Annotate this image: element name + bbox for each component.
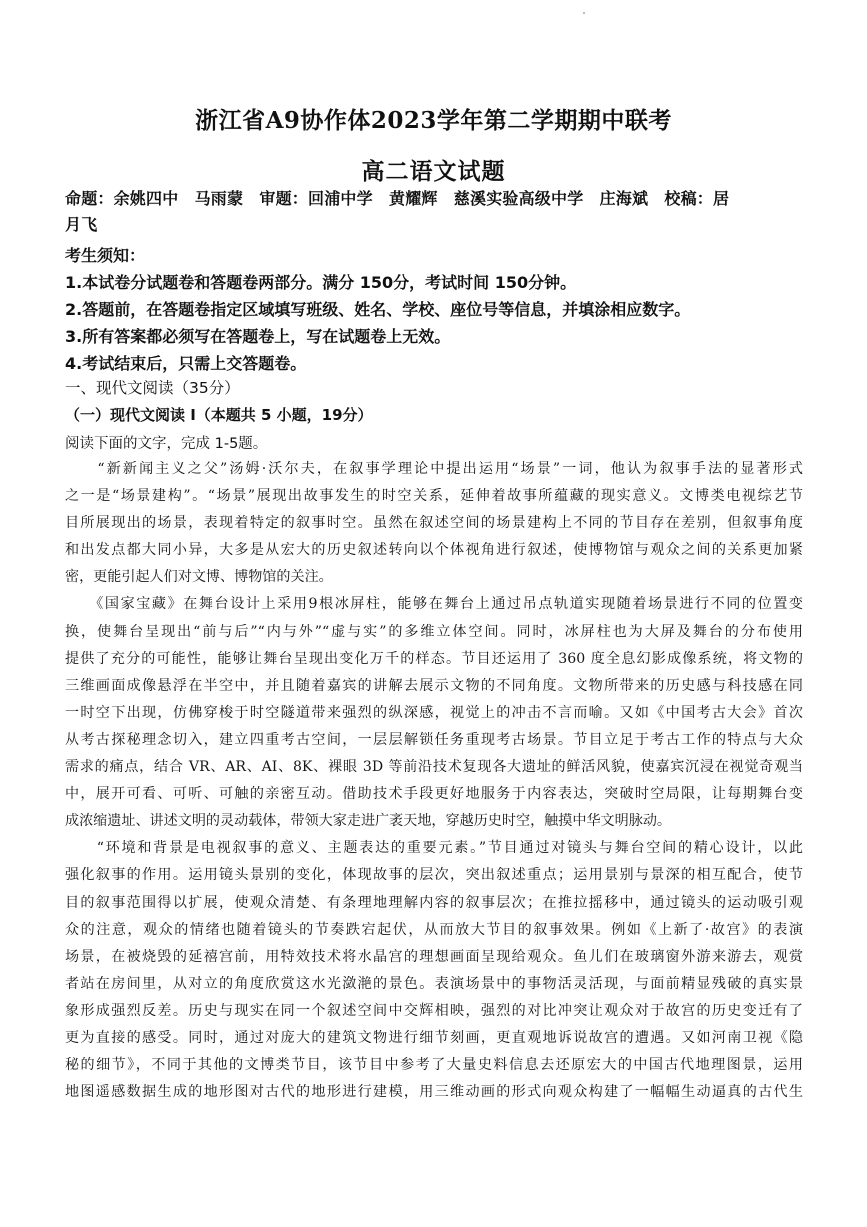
passage-line: 更为直接的感受。同时，通过对庞大的建筑文物进行细节刻画，更直观地诉说故宫的遭遇。又如河南卫视《隐	[65, 1029, 803, 1046]
passage-line: 之一是“场景建构”。“场景”展现出故事发生的时空关系，延伸着故事所蕴藏的现实意义。文博类电视综艺节	[65, 488, 803, 505]
passage-line: 地图遥感数据生成的地形图对古代的地形进行建模，用三维动画的形式向观众构建了一幅幅生动逼真的古代生	[65, 1084, 803, 1101]
credits-line: 命题：余姚四中 马雨蒙 审题：回浦中学 黄耀辉 慈溪实验高级中学 庄海斌 校稿：居	[65, 189, 730, 208]
passage-line: 场景，在被烧毁的延禧宫前，用特效技术将水晶宫的理想画面呈现给观众。鱼儿们在玻璃窗外游来游去，观赏	[65, 948, 803, 965]
section-title: 一、现代文阅读（35分）	[65, 379, 240, 397]
passage-line: 目的叙事范围得以扩展，使观众清楚、有条理地理解内容的叙事层次；在推拉摇移中，通过镜头的运动吸引观	[65, 894, 803, 911]
notice-item: 2.答题前，在答题卷指定区域填写班级、姓名、学校、座位号等信息，并填涂相应数字。	[65, 300, 691, 319]
passage-line: 强化叙事的作用。运用镜头景别的变化，体现故事的层次，突出叙述重点；运用景别与景深的相互配合，使节	[65, 867, 803, 884]
passage-line: 从考古探秘理念切入，建立四重考古空间，一层层解锁任务重现考古场景。节目立足于考古工作的特点与大众	[65, 731, 803, 748]
passage-line: 换，使舞台呈现出“前与后”“内与外”“虚与实”的多维立体空间。同时，冰屏柱也为大屏及舞台的分布使用	[65, 623, 803, 640]
passage-line: 成浓缩遗址、讲述文明的灵动载体，带领大家走进广袤天地，穿越历史时空，触摸中华文明脉动。	[65, 813, 672, 830]
exam-subtitle: 高二语文试题	[361, 158, 506, 185]
passage-line: 目所展现出的场景，表现着特定的叙事时空。虽然在叙述空间的场景建构上不同的节目存在差别，但叙事角度	[65, 515, 803, 532]
exam-title: 浙江省A9协作体2023学年第二学期期中联考	[195, 107, 672, 134]
subsection-title: （一）现代文阅读 I（本题共 5 小题，19分）	[65, 406, 373, 424]
passage-line: 一时空下出现，仿佛穿梭于时空隧道带来强烈的纵深感，视觉上的冲击不言而喻。又如《中国考古大会》首次	[65, 704, 803, 721]
passage-line: 中，展开可看、可听、可触的亲密互动。借助技术手段更好地服务于内容表达，突破时空局限，让每期舞台变	[65, 786, 803, 803]
passage-line: “环境和背景是电视叙事的意义、主题表达的重要元素。”节目通过对镜头与舞台空间的精心设计，以此	[65, 840, 803, 857]
passage-line: 和出发点都大同小异，大多是从宏大的历史叙述转向以个体视角进行叙述，使博物馆与观众之间的关系更加紧	[65, 542, 803, 559]
passage-line: 者站在房间里，从对立的角度欣赏这水光潋滟的景色。表演场景中的事物活灵活现，与面前精显残破的真实景	[65, 975, 803, 992]
passage-line: 需求的痛点，结合 VR、AR、AI、8K、裸眼 3D 等前沿技术复现各大遗址的鲜活风貌，使嘉宾沉浸在视觉奇观当	[65, 759, 803, 776]
reading-passage	[65, 456, 803, 1106]
notice-heading: 考生须知：	[65, 246, 146, 265]
passage-line: 密，更能引起人们对文博、博物馆的关注。	[65, 569, 333, 586]
passage-line: 三维画面成像悬浮在半空中，并且随着嘉宾的讲解去展示文物的不同角度。文物所带来的历史感与科技感在同	[65, 677, 803, 694]
scan-speck	[583, 12, 585, 14]
credits-line: 月飞	[65, 215, 98, 234]
candidate-notice	[65, 242, 805, 377]
passage-line: 象形成强烈反差。历史与现实在同一个叙述空间中交辉相映，强烈的对比冲突让观众对于故宫的历史变迁有了	[65, 1002, 803, 1019]
notice-item: 3.所有答案都必须写在答题卷上，写在试题卷上无效。	[65, 327, 451, 346]
reading-instruction: 阅读下面的文字，完成 1-5题。	[65, 436, 268, 452]
notice-item: 1.本试卷分试题卷和答题卷两部分。满分 150分，考试时间 150分钟。	[65, 273, 577, 292]
passage-line: 秘的细节》，不同于其他的文博类节目，该节目中参考了大量史料信息去还原宏大的中国古代地理图景，运用	[65, 1057, 803, 1074]
notice-item: 4.考试结束后，只需上交答题卷。	[65, 354, 307, 373]
passage-line: 提供了充分的可能性，能够让舞台呈现出变化万千的样态。节目还运用了 360 度全息幻影成像系统，将文物的	[65, 650, 803, 667]
credits-block	[65, 186, 805, 238]
passage-line: 众的注意，观众的情绪也随着镜头的节奏跌宕起伏，从而放大节目的叙事效果。例如《上新了·故宫》的表演	[65, 921, 803, 938]
passage-line: 《国家宝藏》在舞台设计上采用9根冰屏柱，能够在舞台上通过吊点轨道实现随着场景进行不同的位置变	[65, 596, 803, 613]
passage-line: “新新闻主义之父”汤姆·沃尔夫，在叙事学理论中提出运用“场景”一词，他认为叙事手法的显著形式	[65, 461, 803, 477]
